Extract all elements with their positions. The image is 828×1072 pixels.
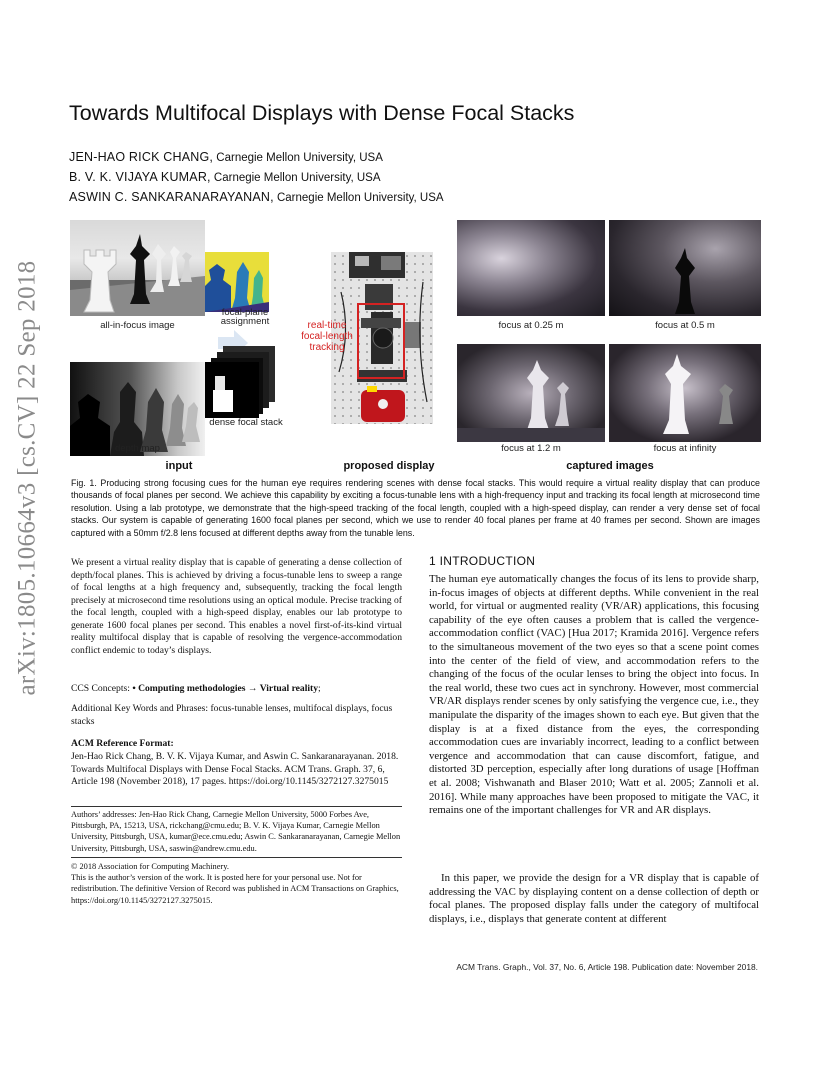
label-focal-plane-1: focal-plane — [221, 307, 269, 318]
label-focal-plane-2: assignment — [220, 316, 270, 327]
intro-paragraph-2: In this paper, we provide the design for a VR display that is capable of addressing the VAC by displaying content on a dense collection of depth or focal planes. The proposed display falls under the category of multifocal displays, i.e., displays that generate content at different — [429, 872, 759, 925]
author-name: ASWIN C. SANKARANARAYANAN, — [69, 190, 274, 204]
captured-focus-025 — [457, 220, 605, 316]
label-depth-map: depth map — [115, 443, 160, 454]
section-captured-images: captured images — [566, 460, 654, 472]
label-focus-05: focus at 0.5 m — [655, 320, 715, 331]
label-all-in-focus: all-in-focus image — [100, 320, 175, 331]
arxiv-stamp — [2, 260, 52, 696]
tracking-label-2: focal-length — [301, 331, 353, 342]
divider — [71, 857, 402, 858]
depth-map-image — [70, 362, 205, 456]
ccs-concepts — [71, 683, 402, 696]
author-name: JEN-HAO RICK CHANG, — [69, 150, 214, 164]
author-line-3 — [69, 190, 444, 204]
author-line-1 — [69, 150, 383, 164]
label-focus-inf: focus at infinity — [653, 443, 717, 454]
section-proposed-display: proposed display — [343, 460, 435, 472]
tracking-annotation — [287, 320, 367, 353]
author-affiliation: Carnegie Mellon University, USA — [273, 192, 444, 204]
keywords: Additional Key Words and Phrases: focus-tunable lenses, multifocal displays, focus stacks — [71, 703, 393, 727]
focal-plane-assignment-image — [205, 252, 269, 312]
author-affiliation: Carnegie Mellon University, USA — [213, 152, 383, 164]
dense-focal-stack-image — [205, 346, 275, 418]
author-affiliation: Carnegie Mellon University, USA — [210, 172, 381, 184]
author-line-2 — [69, 170, 381, 184]
ccs-prefix: CCS Concepts: — [71, 683, 133, 694]
label-focus-025: focus at 0.25 m — [498, 320, 564, 331]
section-input: input — [165, 460, 193, 472]
abstract: We present a virtual reality display that is capable of generating a dense collection of depth/focal planes. This is achieved by driving a focus-tunable lens to sweep a range of focal lengths at a high frequency and, subsequently, tracking the focal length precisely at microsecond time resolutions using an optical module. Precise tracking of the focal length, coupled with a high-speed display, enables our lab prototype to generate 1600 focal planes per second. This enables a novel first-of-its-kind virtual reality multifocal display that is capable of resolving the vergence-accommodation conflict endemic to today’s displays. — [71, 557, 402, 656]
captured-focus-12 — [457, 344, 605, 442]
page-footer: ACM Trans. Graph., Vol. 37, No. 6, Article 198. Publication date: November 2018. — [456, 962, 758, 972]
tracking-label-1: real-time — [307, 320, 347, 331]
paper-title: Towards Multifocal Displays with Dense Focal Stacks — [69, 101, 575, 125]
acm-ref-heading: ACM Reference Format: — [71, 738, 174, 749]
authors-addresses: Authors’ addresses: Jen-Hao Rick Chang, Carnegie Mellon University, 5000 Forbes Ave, Pittsburgh, PA, 15213, USA, rickchang@cmu.edu; B. V. K. Vijaya Kumar, Carnegie Mellon University, Pittsburgh, USA, kumar@ece.cmu.edu; Aswin C. Sankaranarayanan, Carnegie Mellon University, Pittsburgh, USA, saswin@andrew.cmu.edu. — [71, 810, 401, 853]
all-in-focus-image — [70, 220, 205, 316]
figure-1 — [69, 218, 761, 476]
intro-paragraph-1: The human eye automatically changes the focus of its lens to provide sharp, in-focus images of objects at different depths. While convenient in the real world, for virtual or augmented reality (VR/AR) applications, this focusing capability of the eye often causes a problem that is called the vergence-accommodation conflict (VAC) [Hua 2017; Kramida 2016]. Vergence refers to the simultaneous movement of the two eyes so that a scene point comes into the center of the field of view, and accommodation refers to the changing of the focus of the ocular lenses to bring the object into focus. In the real world, these two cues act in synchrony. However, most commercial VR/AR displays render scenes by only satisfying the vergence cue, i.e., they manipulate the disparity of the images shown to each eye. But given that the display is at a fixed distance from the eyes, the corresponding accommodation cues are invariably incorrect, leading to a conflict between vergence and accommodation that can cause discomfort, fatigue, and distorted 3D perception, especially after long durations of usage [Hoffman et al. 2008; Vishwanath and Blaser 2010; Watt et al. 2005; Zannoli et al. 2016]. While many approaches have been proposed to mitigate the VAC, it remains one of the important challenges for VR and AR displays. — [429, 573, 759, 817]
label-dense-focal-stack: dense focal stack — [209, 417, 283, 428]
arxiv-stamp-text: arXiv:1805.10664v3 [cs.CV] 22 Sep 2018 — [13, 260, 41, 696]
figure-caption: Fig. 1. Producing strong focusing cues for the human eye requires rendering scenes with dense focal stacks. This would require a virtual reality display that can produce thousands of focal planes per second. We achieve this capability by exciting a focus-tunable lens with a high-frequency input and tracking its focal length at microsecond time resolution. Using a lab prototype, we demonstrate that the high-speed tracking of the focal length, coupled with a high-speed display, can render a very dense set of focal stacks. Our system is capable of generating 1600 focal planes per second, which we use to render 40 focal planes per frame at 40 frames per second. Shown are images captured with a 50mm f/2.8 lens focused at different depths away from the tunable lens. — [71, 478, 760, 538]
section-heading-introduction: 1 INTRODUCTION — [429, 554, 536, 568]
label-focus-12: focus at 1.2 m — [501, 443, 561, 454]
captured-focus-inf — [609, 344, 761, 442]
captured-focus-05 — [609, 220, 761, 316]
copyright: © 2018 Association for Computing Machinery. This is the author’s version of the work. It is posted here for your personal use. Not for redistribution. The definitive Version of Record was published in ACM Transactions on Graphics, https://doi.org/10.1145/3272127.3275015. — [71, 862, 399, 905]
ccs-suffix: ; — [318, 683, 321, 694]
author-name: B. V. K. VIJAYA KUMAR, — [69, 170, 211, 184]
acm-ref-text: Jen-Hao Rick Chang, B. V. K. Vijaya Kumar, and Aswin C. Sankaranarayanan. 2018. Towards Multifocal Displays with Dense Focal Stacks. ACM Trans. Graph. 37, 6, Article 198 (November 2018), 17 pages. https://doi.org/10.1145/3272127.3275015 — [71, 751, 399, 787]
ccs-bold: • Computing methodologies → Virtual reality — [132, 683, 319, 694]
tracking-label-3: tracking — [309, 342, 345, 353]
divider — [71, 806, 402, 807]
